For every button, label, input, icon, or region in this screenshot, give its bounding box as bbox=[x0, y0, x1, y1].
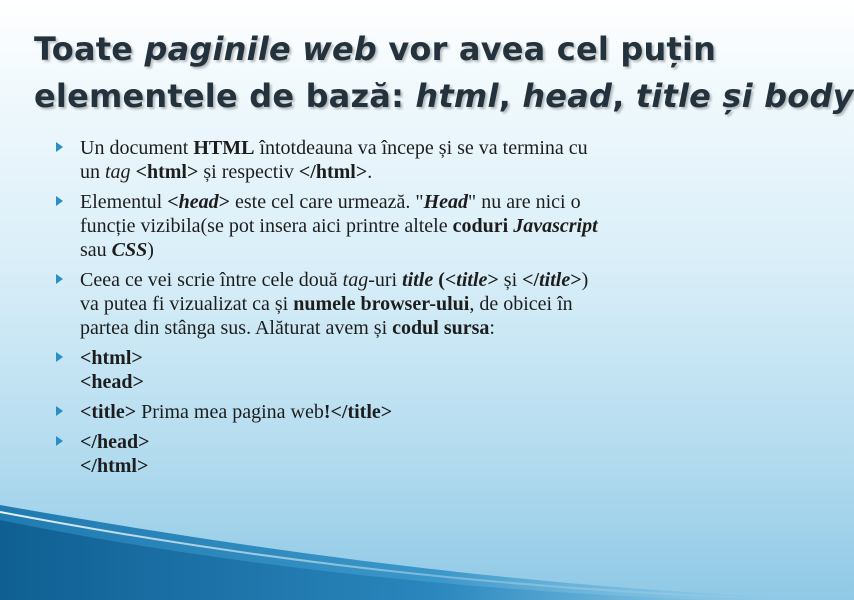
text-run: <html> bbox=[80, 347, 143, 369]
text-run: tag bbox=[105, 161, 131, 183]
text-run: ( bbox=[433, 269, 445, 291]
text-run: sau bbox=[80, 239, 112, 261]
text-run: elementele de bază: bbox=[34, 77, 416, 115]
text-run: head bbox=[178, 191, 219, 213]
bullet-line bbox=[80, 268, 756, 292]
bullet-line bbox=[80, 214, 756, 238]
text-run: și respectiv bbox=[198, 161, 299, 183]
bullet-line bbox=[80, 316, 756, 340]
text-run: , bbox=[498, 77, 523, 115]
text-run: <head> bbox=[80, 371, 144, 393]
text-run: numele browser-ului bbox=[293, 293, 470, 315]
title-line-2 bbox=[34, 73, 854, 120]
triangle-right-icon bbox=[56, 142, 63, 152]
bullet-item-head-element bbox=[56, 190, 756, 262]
slide-title bbox=[34, 26, 854, 120]
text-run: head bbox=[522, 77, 613, 115]
text-run: " nu are nici o bbox=[468, 191, 581, 213]
bullet-item-code-close bbox=[56, 430, 756, 478]
text-run: HTML bbox=[193, 137, 255, 159]
triangle-right-icon bbox=[56, 274, 63, 284]
text-run: Elementul bbox=[80, 191, 168, 213]
swoosh-back bbox=[0, 505, 800, 600]
text-run: , de obicei în bbox=[469, 293, 573, 315]
bullet-line bbox=[80, 190, 756, 214]
text-run: un bbox=[80, 161, 105, 183]
code-line bbox=[80, 370, 756, 394]
text-run: < bbox=[167, 191, 179, 213]
text-run: html bbox=[415, 77, 499, 115]
text-run: este cel care urmează. " bbox=[230, 191, 424, 213]
bullet-item-html-document bbox=[56, 136, 756, 184]
text-run: partea din stânga sus. Alăturat avem și bbox=[80, 317, 393, 339]
text-run: va putea fi vizualizat ca și bbox=[80, 293, 294, 315]
swoosh-front bbox=[0, 520, 720, 600]
text-run: </html> bbox=[80, 455, 149, 477]
text-run: codul sursa bbox=[392, 317, 490, 339]
text-run: > bbox=[487, 269, 499, 291]
code-line bbox=[80, 346, 756, 370]
text-run: title bbox=[539, 269, 571, 291]
text-run: -uri bbox=[368, 269, 403, 291]
code-line bbox=[80, 454, 756, 478]
bullet-item-title-tags bbox=[56, 268, 756, 340]
text-run: title bbox=[456, 269, 488, 291]
text-run: </ bbox=[522, 269, 540, 291]
text-run: <html> bbox=[135, 161, 199, 183]
text-run: . bbox=[367, 161, 373, 183]
text-run: title bbox=[402, 269, 434, 291]
triangle-right-icon bbox=[56, 352, 63, 362]
code-line bbox=[80, 430, 756, 454]
text-run: Javascript bbox=[513, 215, 598, 237]
triangle-right-icon bbox=[56, 406, 63, 416]
triangle-right-icon bbox=[56, 196, 63, 206]
text-run: <title> bbox=[80, 401, 137, 423]
text-run: paginile web bbox=[144, 30, 378, 68]
text-run: </html> bbox=[298, 161, 368, 183]
text-run: funcție vizibila(se pot insera aici printre altele bbox=[80, 215, 453, 237]
text-run: tag bbox=[342, 269, 369, 291]
text-run: și bbox=[711, 77, 765, 115]
code-line bbox=[80, 400, 756, 424]
text-run: </head> bbox=[80, 431, 150, 453]
text-run: : bbox=[489, 317, 495, 339]
text-run: Un document bbox=[80, 137, 194, 159]
text-run: coduri bbox=[452, 215, 514, 237]
text-run: Ceea ce vei scrie între cele două bbox=[80, 269, 343, 291]
bullet-line bbox=[80, 292, 756, 316]
text-run: ) bbox=[581, 269, 589, 291]
text-run: Prima mea pagina web bbox=[136, 401, 324, 423]
bullet-item-code-html-head bbox=[56, 346, 756, 394]
text-run: Head bbox=[423, 191, 469, 213]
text-run: Toate bbox=[34, 30, 145, 68]
title-line-1 bbox=[34, 26, 794, 73]
text-run: întotdeauna va începe și se va termina cu bbox=[254, 137, 588, 159]
text-run: și bbox=[498, 269, 523, 291]
text-run: > bbox=[218, 191, 231, 213]
text-run: body bbox=[764, 77, 854, 115]
text-run: , bbox=[612, 77, 636, 115]
text-run: vor avea cel puțin bbox=[377, 30, 717, 68]
text-run: < bbox=[444, 269, 457, 291]
bullet-list bbox=[56, 136, 756, 484]
bullet-line bbox=[80, 160, 756, 184]
bullet-line bbox=[80, 136, 756, 160]
text-run: title bbox=[635, 77, 712, 115]
text-run: CSS bbox=[111, 239, 148, 261]
bullet-item-code-title bbox=[56, 400, 756, 424]
text-run: > bbox=[570, 269, 582, 291]
text-run: !</title> bbox=[323, 401, 393, 423]
bullet-line bbox=[80, 238, 756, 262]
triangle-right-icon bbox=[56, 436, 63, 446]
swoosh-highlight bbox=[0, 512, 780, 599]
text-run: ) bbox=[147, 239, 154, 261]
